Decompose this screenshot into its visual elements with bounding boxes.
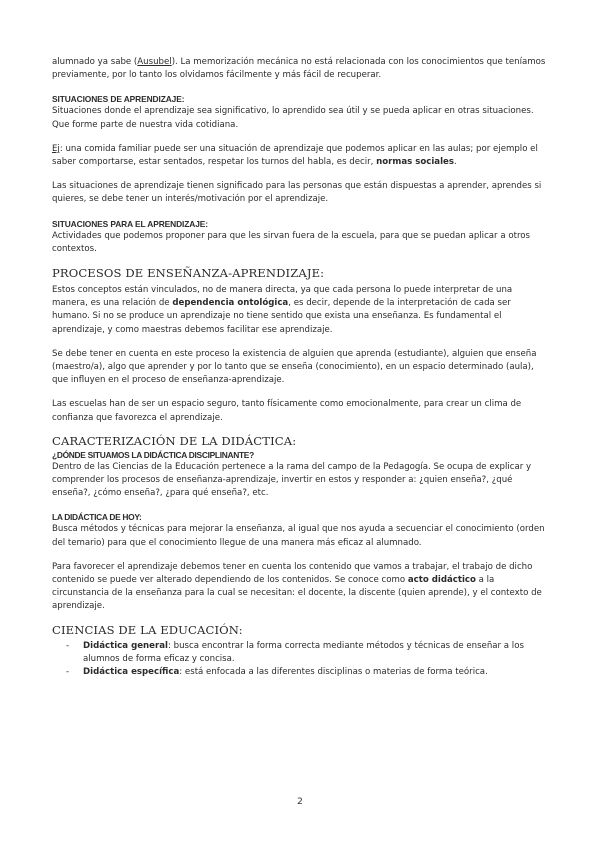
situaciones-significado-text: Las situaciones de aprendizaje tienen significado para las personas que están dispuestas a aprender, aprendes si quieres, se debe tener un interés/motivación por el aprendizaje. [52, 181, 542, 205]
ausubel-reference: Ausubel [137, 57, 172, 67]
section-title-ciencias: CIENCIAS DE LA EDUCACIÓN: [52, 622, 243, 637]
procesos-paragraph-1: Estos conceptos están vinculados, no de manera directa, ya que cada persona lo puede interpretar de una manera, es una relación de dependencia ontológica, es decir, depende de la interpretación de cada ser humano. Si no se produce un aprendizaje no tiene sentido que exista una enseñanza. Es fundamental el aprendizaje, y como maestras debemos facilitar ese aprendizaje. [52, 285, 513, 335]
list-item: - Didáctica específica: está enfocada a las diferentes disciplinas o materias de forma teórica. [66, 667, 488, 678]
acto-didactico-paragraph: Para favorecer el aprendizaje debemos tener en cuenta los contenido que vamos a trabajar, el trabajo de dicho contenido se puede ver alterado dependiendo de los contenidos. Se conoce como acto didáctico a la circunstancia de la enseñanza para la cual se necesitan: el docente, la discente (quien aprende), y el contexto de aprendizaje. [52, 561, 542, 612]
didactica-de-hoy-text: Busca métodos y técnicas para mejorar la enseñanza, al igual que nos ayuda a secuenciar el conocimiento (orden del temario) para que el conocimiento llegue de una manera más eficaz al alumnado. [52, 524, 545, 548]
situaciones-aprendizaje-text: Situaciones donde el aprendizaje sea significativo, lo aprendido sea útil y se pueda aplicar en otras situaciones. Que forme parte de nuestra vida cotidiana. [52, 106, 534, 130]
document-page [52, 56, 548, 679]
section-title-procesos: PROCESOS DE ENSEÑANZA-APRENDIZAJE: [52, 266, 325, 281]
section-title-caracterizacion: CARACTERIZACIÓN DE LA DIDÁCTICA: [52, 433, 297, 448]
heading-situaciones-de-aprendizaje: SITUACIONES DE APRENDIZAJE: [52, 94, 185, 105]
example-label: Ej [52, 143, 60, 154]
heading-donde-situamos: ¿DÓNDE SITUAMOS LA DIDÁCTICA DISCIPLINANTE? [52, 449, 254, 460]
normas-sociales: normas sociales [376, 157, 454, 168]
heading-didactica-de-hoy: LA DIDÁCTICA DE HOY: [52, 512, 142, 523]
page-number: 2 [297, 797, 303, 807]
ciencias-list [52, 640, 548, 680]
dependencia-ontologica: dependencia ontológica [172, 298, 289, 309]
procesos-paragraph-3: Las escuelas han de ser un espacio seguro, tanto físicamente como emocionalmente, para crear un clima de confianza que favorezca el aprendizaje. [52, 399, 522, 423]
heading-situaciones-para-aprendizaje: SITUACIONES PARA EL APRENDIZAJE: [52, 218, 208, 229]
list-item: - Didáctica general: busca encontrar la forma correcta mediante métodos y técnicas de enseñar a los alumnos de forma eficaz y concisa. [66, 640, 524, 664]
situaciones-para-text: Actividades que podemos proponer para que les sirvan fuera de la escuela, para que se puedan aplicar a otros contextos. [52, 230, 531, 254]
example-paragraph: Ej: una comida familiar puede ser una situación de aprendizaje que podemos aplicar en las aulas; por ejemplo el saber comportarse, estar sentados, respetar los turnos del habla, es decir, normas sociales. [52, 143, 538, 168]
procesos-paragraph-2: Se debe tener en cuenta en este proceso la existencia de alguien que aprenda (estudiante), alguien que enseña (maestro/a), algo que aprender y por lo tanto que se enseña (conocimiento), en un espacio determinado (aula), que influyen en el proceso de enseñanza-aprendizaje. [52, 348, 537, 386]
intro-paragraph: alumnado ya sabe (Ausubel). La memorización mecánica no está relacionada con los conocimientos que teníamos previamente, por lo tanto los olvidamos fácilmente y más fácil de recuperar. [52, 57, 546, 81]
donde-situamos-text: Dentro de las Ciencias de la Educación pertenece a la rama del campo de la Pedagogía. Se ocupa de explicar y comprender los procesos de enseñanza-aprendizaje, invertir en estos y responder a: ¿quien enseña?, ¿qué enseña?, ¿cómo enseña?, ¿para qué enseña?, etc. [52, 461, 532, 499]
acto-didactico: acto didáctico [407, 575, 476, 586]
